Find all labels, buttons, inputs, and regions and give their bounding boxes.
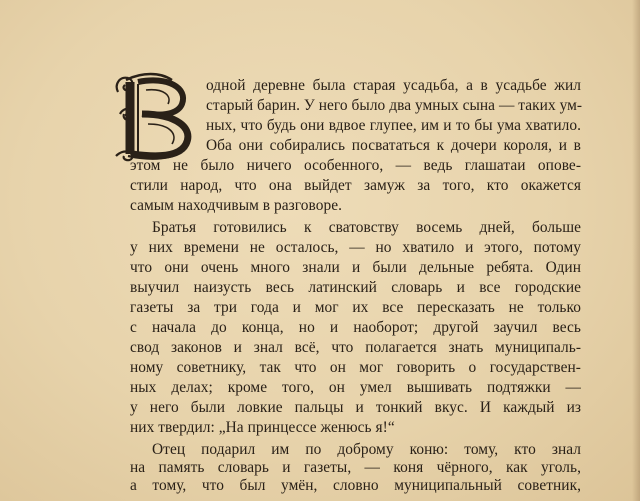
text-line: Братья готовились к сватовству восемь дней, больше: [152, 219, 581, 236]
text-line: ных, что будь они вдвое глупее, им и то бы ума хватило.: [206, 117, 581, 134]
text-line: что они очень много знали и были дельные ребята. Один: [130, 259, 581, 276]
text-line: одной деревне была старая усадьба, а в усадьбе жил: [206, 77, 581, 94]
text-line: них твердил: „На принцессе женюсь я!“: [130, 419, 395, 436]
text-line: с начала до конца, но и наоборот; другой заучил весь: [130, 319, 581, 336]
text-line: самым находчивым в разговоре.: [130, 197, 342, 214]
text-line: на память словарь и газеты, — коня чёрного, как уголь,: [130, 459, 581, 476]
text-line: старый барин. У него было два умных сына — таких ум-: [206, 97, 583, 114]
text-line: выучил наизусть весь латинский словарь и все городские: [130, 279, 581, 296]
text-line: ному советнику, так что он мог говорить о государствен-: [130, 359, 581, 376]
text-line: стили народ, что она выйдет замуж за того, кто окажется: [130, 177, 581, 194]
text-line: Оба они собирались посвататься к дочери короля, и в: [206, 137, 581, 154]
text-line: этом не было ничего особенного, — ведь глашатаи опове-: [130, 157, 581, 174]
text-line: ных делах; кроме того, он умел вышивать подтяжки —: [130, 379, 581, 396]
text-line: Отец подарил им по доброму коню: тому, кто знал: [152, 441, 581, 458]
text-line: свод законов и знал всё, что полагается знать муниципаль-: [130, 339, 581, 356]
text-line: а тому, что был умён, словно муниципальный советник,: [130, 477, 581, 494]
text-line: у него были ловкие пальцы и тонкий вкус. И каждый из: [130, 399, 581, 416]
text-line: у них времени не осталось, — но хватило и этого, потому: [130, 239, 581, 256]
text-line: газеты за три года и мог их все пересказать не только: [130, 299, 581, 316]
